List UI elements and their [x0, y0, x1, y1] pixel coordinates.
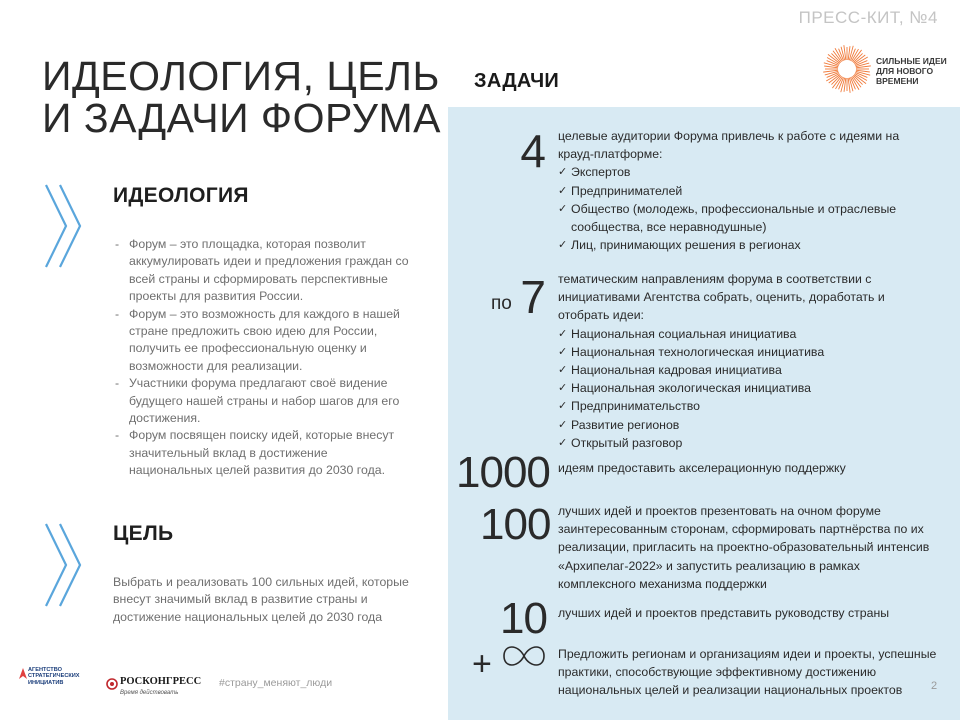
ideology-item: - Форум посвящен поиску идей, которые внесут значительный вклад в достижение национальных целей развития до 2030 года.	[113, 427, 413, 479]
checklist-item: ✓ Предпринимательство	[558, 397, 938, 415]
infinity-icon	[500, 638, 548, 674]
hashtag: #страну_меняют_люди	[219, 677, 333, 689]
logo-line: ДЛЯ НОВОГО	[876, 66, 934, 76]
logo-line: СИЛЬНЫЕ ИДЕИ	[876, 56, 947, 66]
goal-heading: ЦЕЛЬ	[113, 522, 174, 545]
checklist-item: ✓ Предпринимателей	[558, 182, 938, 200]
page-title-line2: И ЗАДАЧИ ФОРУМА	[42, 95, 441, 141]
asi-line: ИНИЦИАТИВ	[28, 679, 64, 686]
checklist-item: ✓ Национальная технологическая инициатива	[558, 343, 938, 361]
logo-line: ВРЕМЕНИ	[876, 76, 919, 86]
asi-logo-text	[28, 667, 80, 686]
tasks-heading: ЗАДАЧИ	[474, 70, 560, 92]
task-number: 7	[520, 271, 546, 323]
presskit-label: ПРЕСС-КИТ, №4	[798, 8, 938, 27]
checklist-item: ✓ Лиц, принимающих решения в регионах	[558, 236, 938, 254]
asi-line: АГЕНТСТВО	[28, 667, 62, 673]
roscongress-logo-text: РОСКОНГРЕСС	[120, 676, 202, 687]
task-text: лучших идей и проектов представить руководству страны	[558, 606, 890, 620]
checklist-item: ✓ Открытый разговор	[558, 434, 938, 452]
task-number: 100	[480, 500, 551, 549]
task-number: 10	[500, 594, 547, 643]
checklist-item: ✓ Национальная кадровая инициатива	[558, 361, 938, 379]
checklist-item: ✓ Национальная экологическая инициатива	[558, 379, 938, 397]
double-chevron-icon	[42, 183, 86, 269]
task-checklist	[558, 163, 938, 254]
task-block	[558, 127, 938, 254]
checklist-item: ✓ Развитие регионов	[558, 416, 938, 434]
logo-text	[876, 56, 947, 86]
task-intro: целевые аудитории Форума привлечь к работе с идеями на крауд-платформе:	[558, 129, 900, 162]
roscongress-tagline: Время действовать	[120, 690, 179, 696]
page-title	[42, 55, 441, 139]
strong-ideas-logo-icon	[822, 44, 872, 94]
task-checklist	[558, 325, 938, 452]
page-number: 2	[931, 680, 938, 692]
ideology-item: - Форум – это площадка, которая позволит аккумулировать идеи и предложения граждан со всей страны и сформировать перспективные проекты для развития России.	[113, 236, 413, 306]
task-number: 4	[520, 125, 546, 177]
checklist-item: ✓ Экспертов	[558, 163, 938, 181]
checklist-item: ✓ Национальная социальная инициатива	[558, 325, 938, 343]
asi-logo-icon	[18, 667, 28, 681]
ideology-item: - Форум – это возможность для каждого в нашей стране предложить свою идею для России, получить ее профессиональную оценку и возможности для реализации.	[113, 306, 413, 376]
task-number: 1000	[456, 448, 550, 497]
goal-text: Выбрать и реализовать 100 сильных идей, которые внесут значимый вклад в развитие страны и достижение национальных целей до 2030 года	[113, 575, 409, 624]
task-text: лучших идей и проектов презентовать на очном форуме заинтересованным сторонам, сформировать партнёрства по их реализации, пригласить на проектно-образовательный интенсив «Архипелаг-2022» и запустить реализацию в рамках комплексного механизма поддержки	[558, 504, 930, 591]
plus-sign: +	[472, 645, 492, 683]
ideology-list	[113, 236, 413, 480]
double-chevron-icon	[42, 522, 86, 608]
task-block	[558, 270, 938, 452]
task-text: идеям предоставить акселерационную поддержку	[558, 461, 846, 475]
task-intro: тематическим направлениям форума в соответствии с инициативами Агентства собрать, оценить, доработать и отобрать идеи:	[558, 272, 885, 323]
asi-line: СТРАТЕГИЧЕСКИХ	[28, 673, 80, 680]
task-number-prefix: по	[491, 293, 512, 314]
ideology-item: - Участники форума предлагают своё видение будущего нашей страны и набор шагов для его достижения.	[113, 375, 413, 427]
page-title-line1: ИДЕОЛОГИЯ, ЦЕЛЬ	[42, 53, 440, 99]
task-text: Предложить регионам и организациям идеи и проекты, успешные практики, способствующие эффективному достижению национальных целей и реализации национальных проектов	[558, 647, 937, 698]
checklist-item: ✓ Общество (молодежь, профессиональные и отраслевые сообщества, все неравнодушные)	[558, 200, 938, 236]
ideology-heading: ИДЕОЛОГИЯ	[113, 184, 249, 207]
roscongress-logo-icon	[106, 678, 118, 690]
